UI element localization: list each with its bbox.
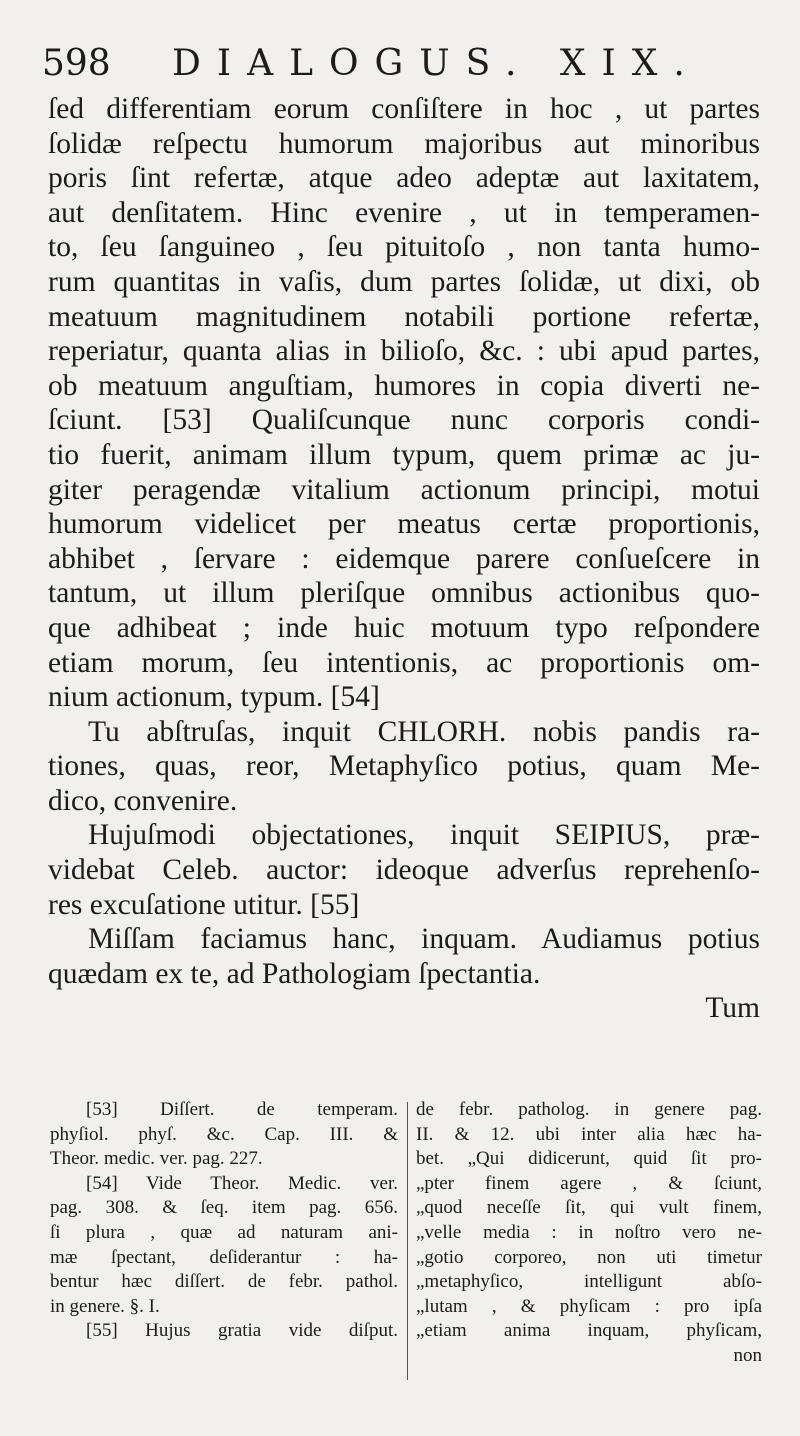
text-line: reperiatur, quanta alias in bilioſo, &c. : ubi apud partes, [48, 335, 760, 368]
footnote-line: [53] Diſſert. de temperam. [86, 1099, 398, 1120]
text-line: Tu abſtruſas, inquit CHLORH. nobis pandis ra- [88, 715, 760, 748]
text-line: aut denſitatem. Hinc evenire , ut in temperamen- [48, 196, 760, 229]
footnote-line: „velle media : in noſtro vero ne- [416, 1221, 762, 1243]
text-line: que adhibeat ; inde huic motuum typo reſpondere [48, 611, 760, 644]
footnote-line: bet. „Qui didicerunt, quid ſit pro- [416, 1148, 762, 1170]
footnote-line: in genere. §. I. [50, 1295, 160, 1317]
text-line: tantum, ut illum pleriſque omnibus actionibus quo- [48, 577, 760, 610]
text-line: ob meatuum anguſtiam, humores in copia diverti ne- [48, 369, 760, 402]
text-line: dico, convenire. [48, 784, 238, 817]
page-number: 598 [42, 43, 111, 84]
text-line: quædam ex te, ad Pathologiam ſpectantia. [48, 957, 541, 990]
footnote-line: „pter finem agere , & ſciunt, [416, 1172, 762, 1194]
footnote-line: „gotio corporeo, non uti timetur [416, 1246, 762, 1268]
footnotes-right-column [416, 1098, 762, 1369]
column-divider [407, 1102, 408, 1380]
footnote-line: de febr. patholog. in genere pag. [416, 1099, 762, 1120]
footnote-line: „lutam , & phyſicam : pro ipſa [416, 1295, 762, 1317]
text-line: meatuum magnitudinem notabili portione refertæ, [48, 300, 760, 333]
text-line: videbat Celeb. auctor: ideoque adverſus reprehenſo- [48, 854, 760, 887]
footnote-line: [55] Hujus gratia vide diſput. [86, 1320, 398, 1342]
running-title: DIALOGUS. XIX. [172, 43, 701, 84]
text-line: etiam morum, ſeu intentionis, ac proportionis om- [48, 646, 760, 679]
text-line: giter peragendæ vitalium actionum principi, motui [48, 473, 760, 506]
footnote-line: mæ ſpectant, deſiderantur : ha- [50, 1246, 398, 1268]
text-line: ſciunt. [53] Qualiſcunque nunc corporis condi- [48, 404, 760, 437]
text-line: nium actionum, typum. [54] [48, 681, 380, 714]
footnote-line: phyſiol. phyſ. &c. Cap. III. & [50, 1123, 398, 1145]
catchword: Tum [705, 992, 760, 1025]
footnote-line: ſi plura , quæ ad naturam ani- [50, 1221, 398, 1243]
text-line: ſolidæ reſpectu humorum majoribus aut minoribus [48, 127, 760, 160]
footnote-line: Theor. medic. ver. pag. 227. [50, 1148, 263, 1170]
text-line: ſed differentiam eorum conſiſtere in hoc , ut partes [48, 93, 760, 125]
text-line: rum quantitas in vaſis, dum partes ſolidæ, ut dixi, ob [48, 265, 760, 298]
text-line: res excuſatione utitur. [55] [48, 888, 360, 921]
text-line: Hujuſmodi objectationes, inquit SEIPIUS, præ- [88, 819, 760, 852]
footnote-line: „metaphyſico, intelligunt abſo- [416, 1271, 762, 1293]
page-header [42, 38, 742, 90]
footnote-line: „quod neceſſe ſit, qui vult finem, [416, 1197, 762, 1219]
footnote-line: bentur hæc diſſert. de febr. pathol. [50, 1271, 398, 1293]
text-line: abhibet , ſervare : eidemque parere conſueſcere in [48, 542, 760, 575]
footnotes-left-column [50, 1098, 398, 1344]
footnote-line: II. & 12. ubi inter alia hæc ha- [416, 1123, 762, 1145]
catchword: non [733, 1344, 762, 1366]
text-line: tio fuerit, animam illum typum, quem primæ ac ju- [48, 438, 760, 471]
text-line: to, ſeu ſanguineo , ſeu pituitoſo , non tanta humo- [48, 231, 760, 264]
footnote-line: pag. 308. & ſeq. item pag. 656. [50, 1197, 398, 1219]
text-line: Miſſam faciamus hanc, inquam. Audiamus potius [88, 923, 760, 956]
main-text [48, 92, 760, 1026]
footnote-line: [54] Vide Theor. Medic. ver. [86, 1172, 398, 1194]
text-line: tiones, quas, reor, Metaphyſico potius, quam Me- [48, 750, 760, 783]
footnotes [50, 1098, 762, 1408]
text-line: poris ſint refertæ, atque adeo adeptæ aut laxitatem, [48, 162, 760, 195]
text-line: humorum videlicet per meatus certæ proportionis, [48, 508, 760, 541]
footnote-line: „etiam anima inquam, phyſicam, [416, 1320, 762, 1342]
